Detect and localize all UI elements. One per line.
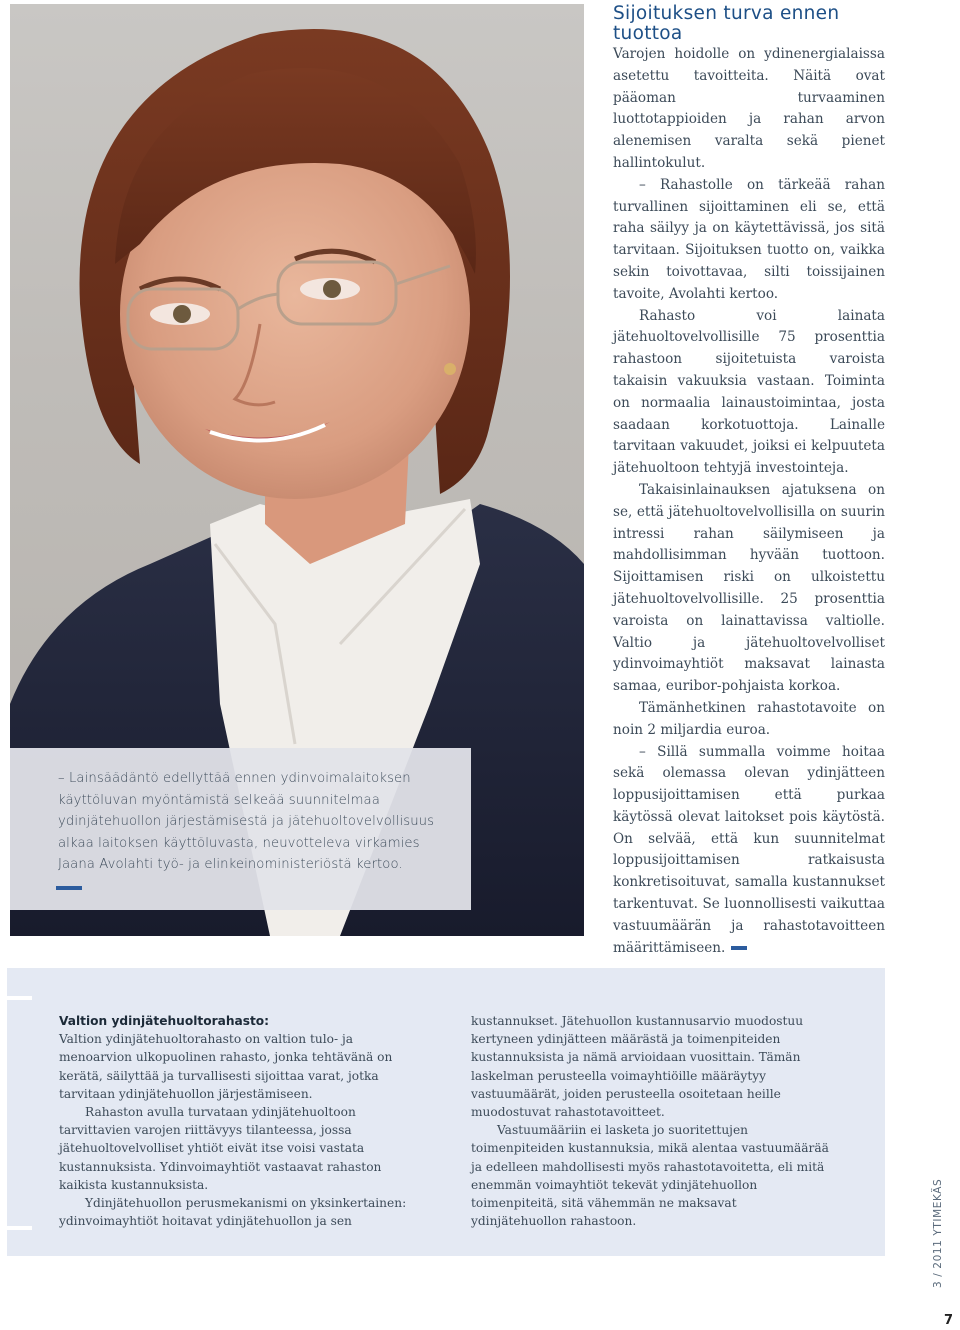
article-paragraph-1: Varojen hoidolle on ydinenergialaissa asetettu tavoitteita. Näitä ovat pääoman turvaaminen luottotappioiden ja rahan arvon alenemisen varalta sekä pienet hallintokulut. [613, 46, 885, 171]
info-box-paragraph-5: Vastuumääriin ei lasketa jo suoritettujen toimenpiteiden kustannuksia, mikä alentaa vastuumäärää ja edelleen mahdollisesti myös rahastotavoitetta, eli mitä enemmän voimayhtiöt tekevät ydinjätehuollon toimenpiteitä, sitä vähemmän ne maksavat ydinjätehuollon rahastoon. [471, 1123, 829, 1229]
article-paragraph-6 [613, 742, 885, 960]
page-number: 7 [944, 1313, 954, 1328]
photo-caption: – Lainsäädäntö edellyttää ennen ydinvoimalaitoksen käyttöluvan myöntämistä selkeää suunnitelmaa ydinjätehuollon järjestämisestä ja jätehuoltovelvollisuus alkaa laitoksen käyttöluvasta, neuvotteleva virkamies Jaana Avolahti työ- ja elinkeinoministeriöstä kertoo. [58, 771, 435, 873]
photo-caption-box [10, 748, 471, 910]
article-paragraph-4: Takaisinlainauksen ajatuksena on se, että jätehuoltovelvollisilla on suurin intressi rahan säilymiseen ja mahdollisimman hyvään tuottoon. Sijoittamisen riski on ulkoistettu jätehuoltovelvollisille. 25 prosenttia varoista on lainattavissa valtiolle. Valtio ja jätehuoltovelvolliset ydinvoimayhtiöt maksavat lainasta samaa, euribor-pohjaista korkoa. [613, 481, 885, 695]
issue-label: 3 / 2011 YTIMEKÄS [932, 1178, 944, 1288]
article-paragraph-6-text: – Sillä summalla voimme hoitaa sekä olemassa olevan ydinjätteen loppusijoittamisen että purkaa käytössä olevat laitokset pois käytöstä. On selvää, että kun suunnitelmat loppusijoittamisen ratkaisusta konkretisoituvat, samalla kustannukset tarkentuvat. Se luonnollisesti vaikuttaa vastuumäärän ja rahastotavoitteen määrittämiseen. [613, 743, 885, 956]
article-paragraph-5: Tämänhetkinen rahastotavoite on noin 2 miljardia euroa. [613, 699, 885, 738]
info-box [7, 968, 885, 1256]
info-box-paragraph-1: Valtion ydinjätehuoltorahasto on valtion tulo- ja menoarvion ulkopuolinen rahasto, jonka tehtävänä on kerätä, säilyttää ja turvallisesti sijoittaa varat, jotka tarvitaan ydinjätehuollon järjestämiseen. [59, 1032, 393, 1101]
article-end-mark [731, 946, 747, 950]
info-box-top-marker [7, 996, 32, 1000]
caption-end-mark [56, 886, 82, 890]
info-box-column-1 [59, 1012, 417, 1230]
info-box-heading: Valtion ydinjätehuoltorahasto: [59, 1014, 270, 1028]
article-paragraph-2: – Rahastolle on tärkeää rahan turvallinen sijoittaminen eli se, että raha säilyy ja on käytettävissä, jos sitä tarvitaan. Sijoituksen tuotto on, vaikka sekin toivottavaa, silti toissijainen tavoite, Avolahti kertoo. [613, 176, 885, 302]
article-column [613, 4, 885, 959]
info-box-paragraph-4: kustannukset. Jätehuollon kustannusarvio muodostuu kertyneen ydinjätteen määrästä ja toimenpiteiden kustannuksista ja nämä arvioidaan vuosittain. Tämän laskelman perusteella voimayhtiöille määräytyy vastuumäärät, joiden perusteella osoitetaan heille muodostuvat rahastotavoitteet. [471, 1014, 804, 1120]
article-subheading: Sijoituksen turva ennen tuottoa [613, 3, 840, 44]
info-box-paragraph-3: Ydinjätehuollon perusmekanismi on yksinkertainen: ydinvoimayhtiöt hoitavat ydinjätehuollon ja sen [59, 1196, 407, 1229]
info-box-bottom-marker [7, 1226, 32, 1230]
info-box-paragraph-2: Rahaston avulla turvataan ydinjätehuoltoon tarvittavien varojen riittävyys tilanteessa, jossa jätehuoltovelvolliset yhtiöt eivät itse voisi vastata kustannuksista. Ydinvoimayhtiöt vastaavat rahaston kaikista kustannuksista. [59, 1105, 382, 1192]
info-box-column-2 [471, 1012, 829, 1230]
article-paragraph-3: Rahasto voi lainata jätehuoltovelvollisille 75 prosenttia rahastoon sijoitetuista varoista takaisin vakuuksia vastaan. Toiminta on normaalia lainaustoimintaa, josta saadaan korkotuottoja. Lainalle tarvitaan vakuudet, joiksi ei kelpuuteta jätehuoltoon tehtyjä investointeja. [613, 307, 885, 477]
